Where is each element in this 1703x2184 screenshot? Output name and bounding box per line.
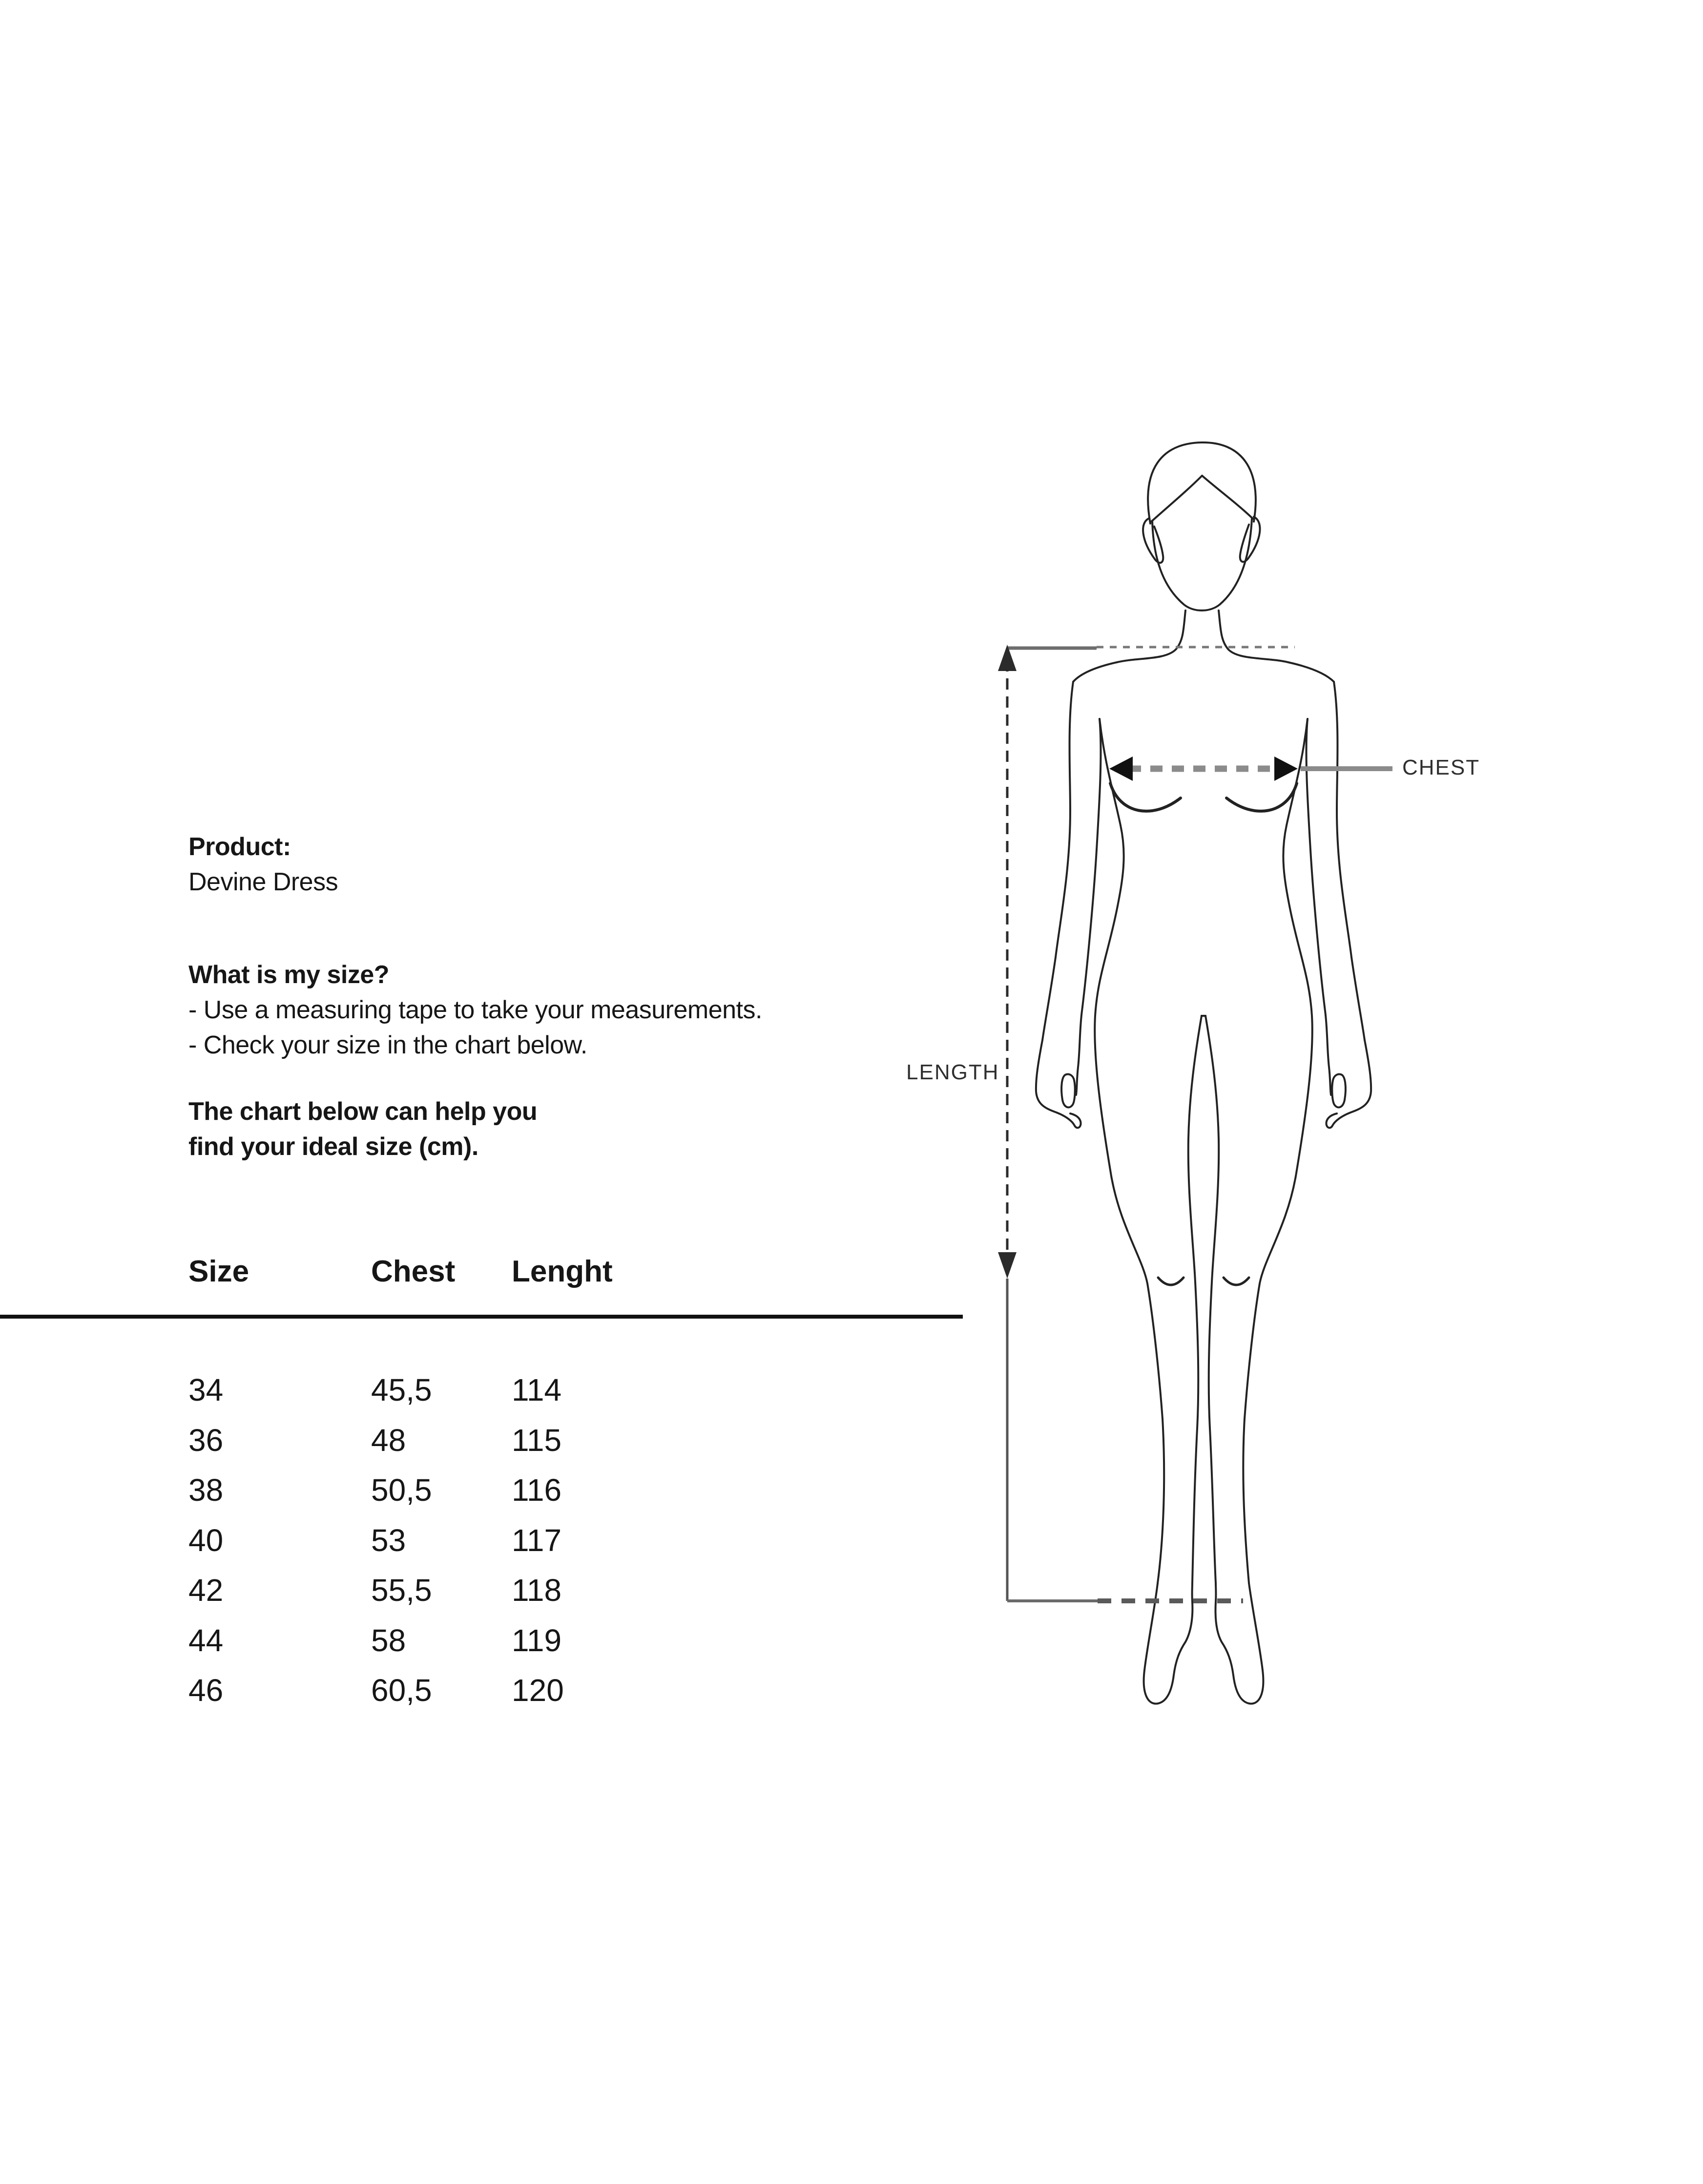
- instruction-measuring-tape: - Use a measuring tape to take your measurements.: [188, 996, 762, 1024]
- cell-chest: 53: [371, 1522, 406, 1558]
- length-label: LENGTH: [906, 1060, 999, 1084]
- chart-note-block: [188, 1094, 537, 1164]
- cell-chest: 50,5: [371, 1472, 432, 1508]
- cell-size: 34: [188, 1372, 224, 1407]
- chart-note-line-1: The chart below can help you: [188, 1097, 538, 1126]
- cell-length: 117: [512, 1522, 562, 1558]
- column-header-chest: Chest: [371, 1255, 456, 1288]
- table-header-rule: [0, 1315, 963, 1319]
- cell-size: 40: [188, 1522, 224, 1558]
- cell-chest: 58: [371, 1622, 406, 1658]
- cell-size: 36: [188, 1422, 224, 1458]
- cell-length: 120: [512, 1673, 564, 1708]
- size-question-block: [188, 957, 762, 1063]
- arrow-left-icon: [1109, 756, 1133, 781]
- cell-size: 38: [188, 1472, 224, 1508]
- cell-size: 42: [188, 1573, 224, 1608]
- cell-length: 115: [512, 1422, 562, 1458]
- cell-length: 119: [512, 1622, 562, 1658]
- cell-length: 114: [512, 1372, 562, 1407]
- arrow-right-icon: [1274, 756, 1298, 781]
- instruction-check-chart: - Check your size in the chart below.: [188, 1031, 587, 1059]
- cell-length: 118: [512, 1573, 562, 1608]
- cell-length: 116: [512, 1472, 562, 1508]
- size-question-heading: What is my size?: [188, 961, 389, 989]
- product-label: Product:: [188, 833, 291, 861]
- cell-chest: 55,5: [371, 1573, 432, 1608]
- cell-size: 46: [188, 1673, 224, 1708]
- cell-size: 44: [188, 1622, 224, 1658]
- chest-dimension-line: [1109, 756, 1392, 781]
- cell-chest: 48: [371, 1422, 406, 1458]
- chart-note-line-2: find your ideal size (cm).: [188, 1133, 478, 1161]
- product-block: [188, 829, 338, 900]
- length-dimension-line: [998, 645, 1295, 1601]
- arrow-down-icon: [998, 1252, 1017, 1279]
- product-name: Devine Dress: [188, 868, 338, 896]
- chest-label: CHEST: [1402, 756, 1480, 779]
- female-figure-outline: [1036, 442, 1371, 1704]
- cell-chest: 45,5: [371, 1372, 432, 1407]
- column-header-length: Lenght: [512, 1255, 613, 1288]
- cell-chest: 60,5: [371, 1673, 432, 1708]
- column-header-size: Size: [188, 1255, 249, 1288]
